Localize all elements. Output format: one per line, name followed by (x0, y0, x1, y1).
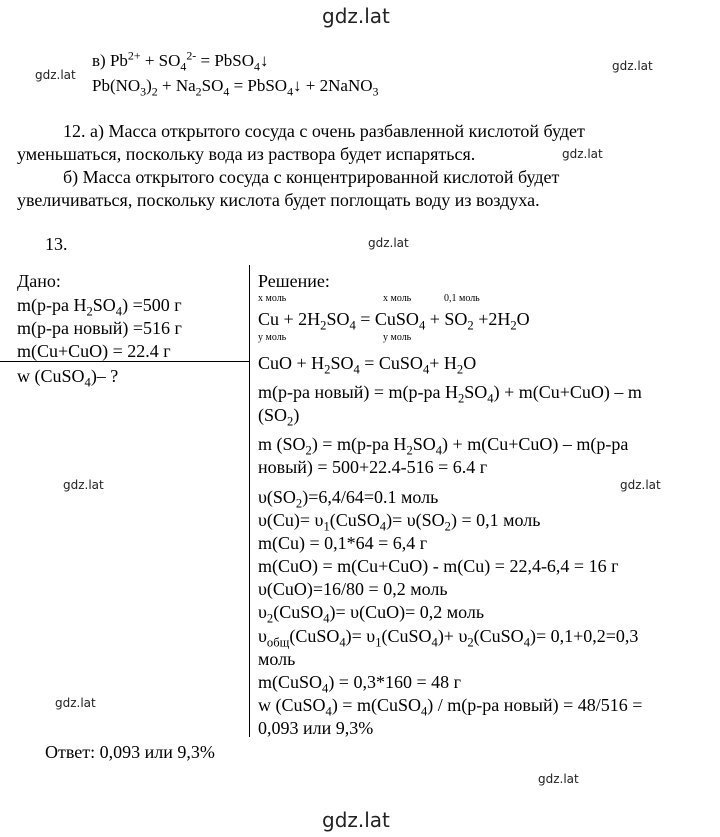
molecular-equation: $Pb(NO_3)_2 + Na_2SO_4$ = PbSO$_4$↓ + 2NaNO$_3$ (92, 76, 379, 99)
given-line: m(Cu+CuO) = 22.4 г (17, 341, 171, 361)
watermark: gdz.lat (322, 4, 390, 28)
solution-line: $\upsilon_2(CuSO_4)= \upsilon(CuO)= 0,2$ моль (258, 602, 485, 626)
q12-line4: увеличиваться, поскольку кислота будет поглощать воду из воздуха. (17, 190, 540, 210)
solution-line: $\upsilon(Cu)= \upsilon_1(CuSO_4)= \upsilon(SO_2) = 0,1$ моль (258, 510, 541, 534)
watermark: gdz.lat (55, 696, 96, 710)
solution-line: m(Cu) = 0,1*64 = 6,4 г (258, 533, 428, 553)
equation-1: $Cu + 2H_2SO_4$ = CuSO$_4$ + $SO_2 +2H_2O$ (258, 309, 530, 333)
solution-line: моль (258, 649, 296, 669)
given-line: m(р-ра новый) =516 г (17, 318, 182, 338)
solution-line: $\upsilon_{общ}(CuSO_4)=$ $\upsilon_1(CuSO_4)+$ $\upsilon_2(CuSO_4)= 0,1+0,2=0,3$ (258, 626, 639, 650)
watermark: gdz.lat (368, 236, 409, 250)
solution-line: m $(SO_2) = m(р-ра$ $H_2SO_4) + m(Cu+CuO) - m(р-ра$ (258, 434, 629, 458)
solution-line: m(р-ра новый) = m(р-ра $H_2SO_4) + m(Cu+CuO) - m$ (258, 382, 642, 406)
watermark: gdz.lat (63, 478, 104, 492)
ionic-equation: в) $Pb^{2+} + SO_4^{2-}$ = PbSO$_4$↓ (92, 48, 269, 74)
solution-line: 0,093 или 9,3% (258, 718, 374, 738)
mole-annotation: у моль (258, 332, 287, 343)
watermark: gdz.lat (620, 478, 661, 492)
watermark: gdz.lat (35, 68, 76, 82)
mole-annotation: 0,1 моль (444, 293, 480, 304)
find-line: w (CuSO$_4$)– ? (17, 366, 119, 390)
answer-line: Ответ: 0,093 или 9,3% (45, 742, 215, 762)
solution-line: m(CuO) = m(Cu+CuO) - m(Cu) = 22,4-6,4 = 16 г (258, 556, 619, 576)
watermark: gdz.lat (562, 147, 603, 161)
mole-annotation: х моль (258, 293, 287, 304)
q13-number: 13. (45, 234, 68, 254)
solution-line: w (CuSO$_4$) = m(CuSO$_4$) / m(р-ра новый) = 48/516 = (258, 695, 643, 719)
table-divider-vertical (249, 265, 250, 737)
watermark: gdz.lat (612, 59, 653, 73)
solution-title: Решение: (258, 271, 330, 291)
solution-line: новый) = 500+22.4-516 = 6.4 г (258, 457, 488, 477)
q12-line2: уменьшаться, поскольку вода из раствора будет испаряться. (17, 144, 476, 164)
mole-annotation: у моль (383, 332, 412, 343)
solution-line: m(CuSO$_4$) = 0,3*160 = 48 г (258, 672, 461, 696)
solution-line: $(SO_2)$ (258, 405, 300, 429)
given-title: Дано: (17, 271, 61, 291)
q12-line3: б) Масса открытого сосуда с концентрированной кислотой будет (63, 167, 560, 187)
q12-line1: 12. а) Масса открытого сосуда с очень разбавленной кислотой будет (63, 121, 585, 141)
mole-annotation: х моль (383, 293, 412, 304)
given-line: m(р-ра $H_2SO_4) =500$ г (17, 295, 182, 319)
watermark: gdz.lat (538, 772, 579, 786)
solution-line: $\upsilon(SO_2)=6,4/64=0.1$ моль (258, 487, 439, 511)
watermark: gdz.lat (322, 808, 390, 832)
equation-2: CuO + $H_2SO_4$ = CuSO$_4$+ $H_2O$ (258, 353, 477, 377)
solution-line: υ(CuO)=16/80 = 0,2 моль (258, 579, 448, 599)
